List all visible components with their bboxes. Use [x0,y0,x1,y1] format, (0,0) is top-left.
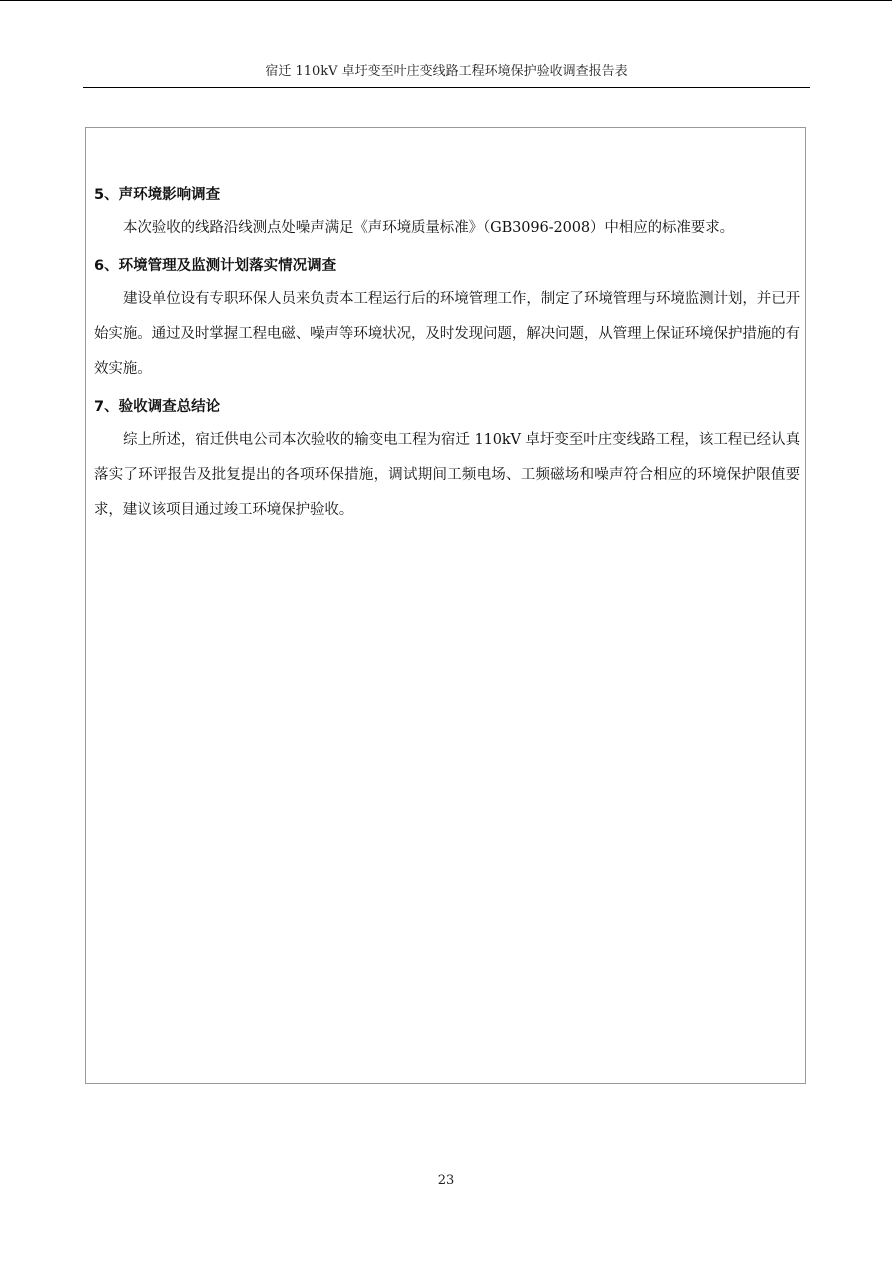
report-content-frame [85,127,806,1084]
section-heading: 5、声环境影响调查 [94,187,221,203]
top-border-line [0,0,892,1]
section-paragraph: 建设单位设有专职环保人员来负责本工程运行后的环境管理工作，制定了环境管理与环境监测计划，并已开始实施。通过及时掌握工程电磁、噪声等环境状况，及时发现问题，解决问题，从管理上保证环境保护措施的有效实施。 [94,291,800,377]
header-divider [83,87,810,88]
section-heading: 6、环境管理及监测计划落实情况调查 [94,258,337,274]
section-heading: 7、验收调查总结论 [94,399,221,415]
report-content [94,179,800,528]
section-overall-conclusion [94,391,800,528]
section-paragraph: 本次验收的线路沿线测点处噪声满足《声环境质量标准》（GB3096-2008）中相应的标准要求。 [123,220,734,236]
section-noise-impact [94,179,800,246]
running-header-title: 宿迁 110kV 卓圩变至叶庄变线路工程环境保护验收调查报告表 [265,64,628,79]
section-environmental-management [94,250,800,387]
page-number: 23 [437,1173,455,1188]
section-paragraph: 综上所述，宿迁供电公司本次验收的输变电工程为宿迁 110kV 卓圩变至叶庄变线路工程，该工程已经认真落实了环评报告及批复提出的各项环保措施，调试期间工频电场、工频磁场和噪声符合相应的环境保护限值要求，建议该项目通过竣工环境保护验收。 [94,432,800,518]
